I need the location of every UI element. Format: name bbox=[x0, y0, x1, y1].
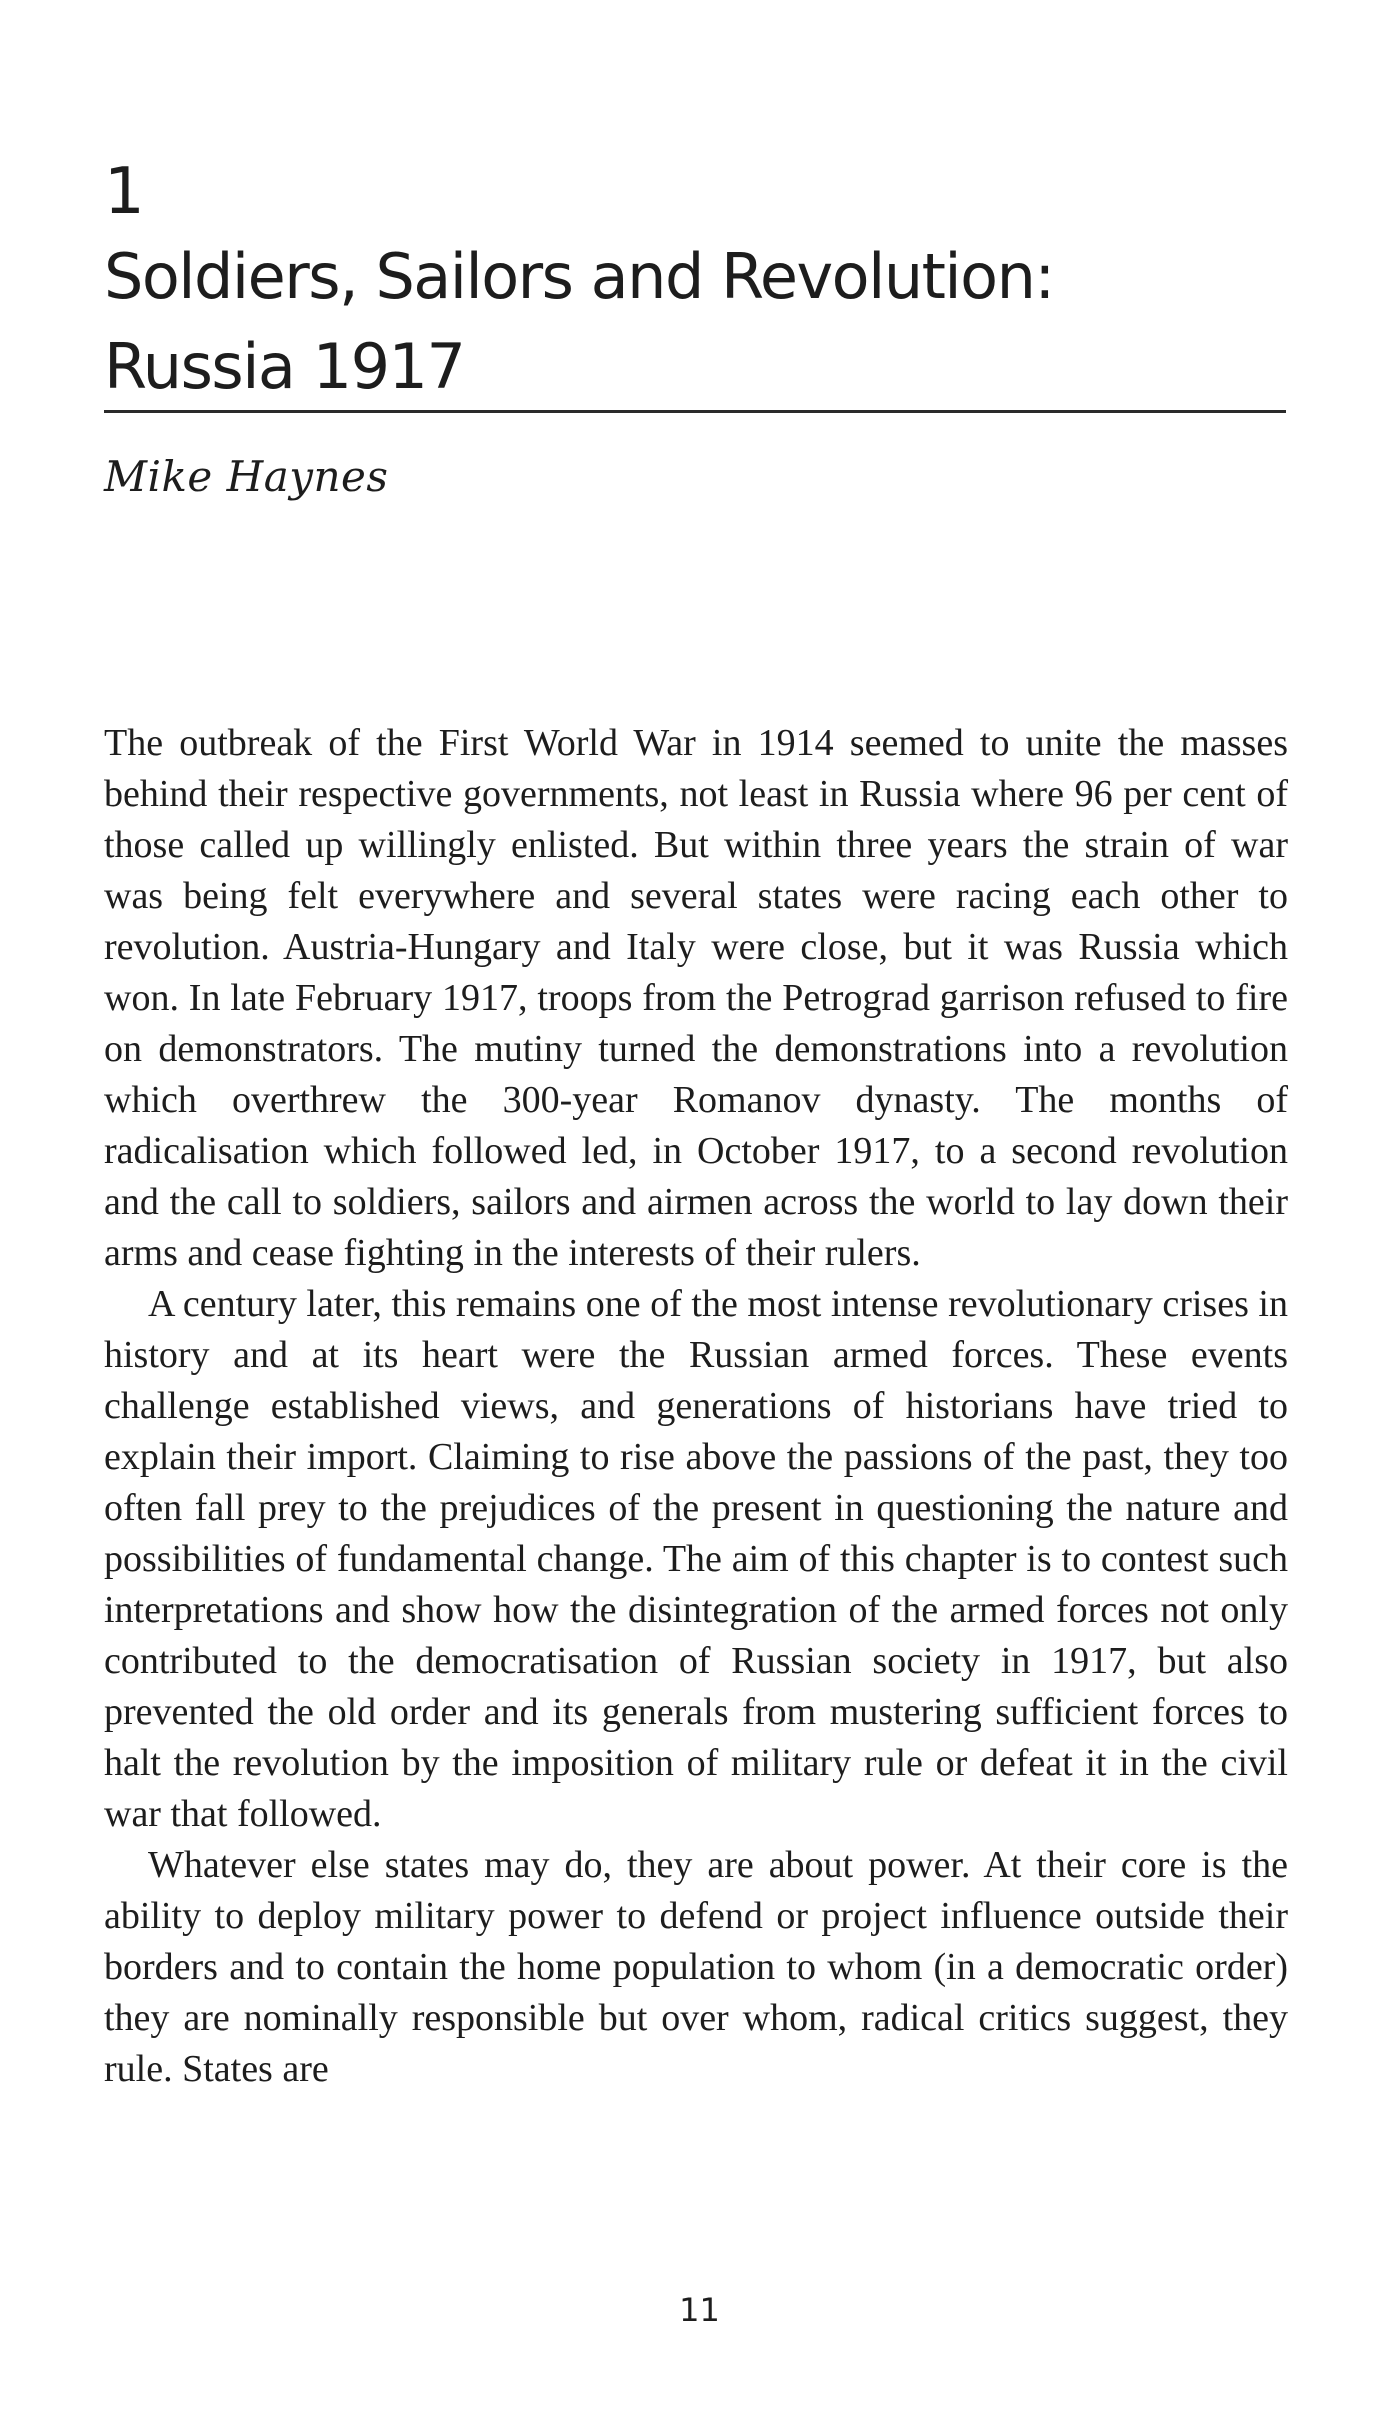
body-paragraph: The outbreak of the First World War in 1914 seemed to unite the masses behind their respective governments, not least in Russia where 96 per cent of those called up willingly enlisted. But within three years the strain of war was being felt everywhere and several states were racing each other to revolution. Austria-Hungary and Italy were close, but it was Russia which won. In late February 1917, troops from the Petrograd garrison refused to fire on demonstrators. The mutiny turned the demonstrations into a revolution which overthrew the 300-year Romanov dynasty. The months of radicalisation which followed led, in October 1917, to a second revolution and the call to soldiers, sailors and airmen across the world to lay down their arms and cease fighting in the interests of their rulers. bbox=[104, 722, 1288, 1274]
chapter-title-line-1: Soldiers, Sailors and Revolution: bbox=[104, 240, 1054, 313]
page-number: 11 bbox=[679, 2291, 720, 2329]
body-text bbox=[104, 718, 1288, 2095]
title-divider bbox=[104, 410, 1286, 413]
chapter-title-line-2: Russia 1917 bbox=[104, 330, 465, 403]
body-paragraph: Whatever else states may do, they are about power. At their core is the ability to deploy military power to defend or project influence outside their borders and to contain the home population to whom (in a democratic order) they are nominally responsible but over whom, radical critics suggest, they rule. States are bbox=[104, 1844, 1288, 2090]
body-paragraph: A century later, this remains one of the most intense revolutionary crises in history and at its heart were the Russian armed forces. These events challenge established views, and generations of historians have tried to explain their import. Claiming to rise above the passions of the past, they too often fall prey to the prejudices of the present in questioning the nature and possibilities of fundamental change. The aim of this chapter is to contest such interpretations and show how the disintegration of the armed forces not only contributed to the democratisation of Russian society in 1917, but also prevented the old order and its generals from mustering sufficient forces to halt the revolution by the imposition of military rule or defeat it in the civil war that followed. bbox=[104, 1283, 1288, 1835]
chapter-author: Mike Haynes bbox=[104, 452, 389, 501]
chapter-number: 1 bbox=[104, 155, 144, 229]
chapter-title bbox=[104, 232, 1284, 412]
